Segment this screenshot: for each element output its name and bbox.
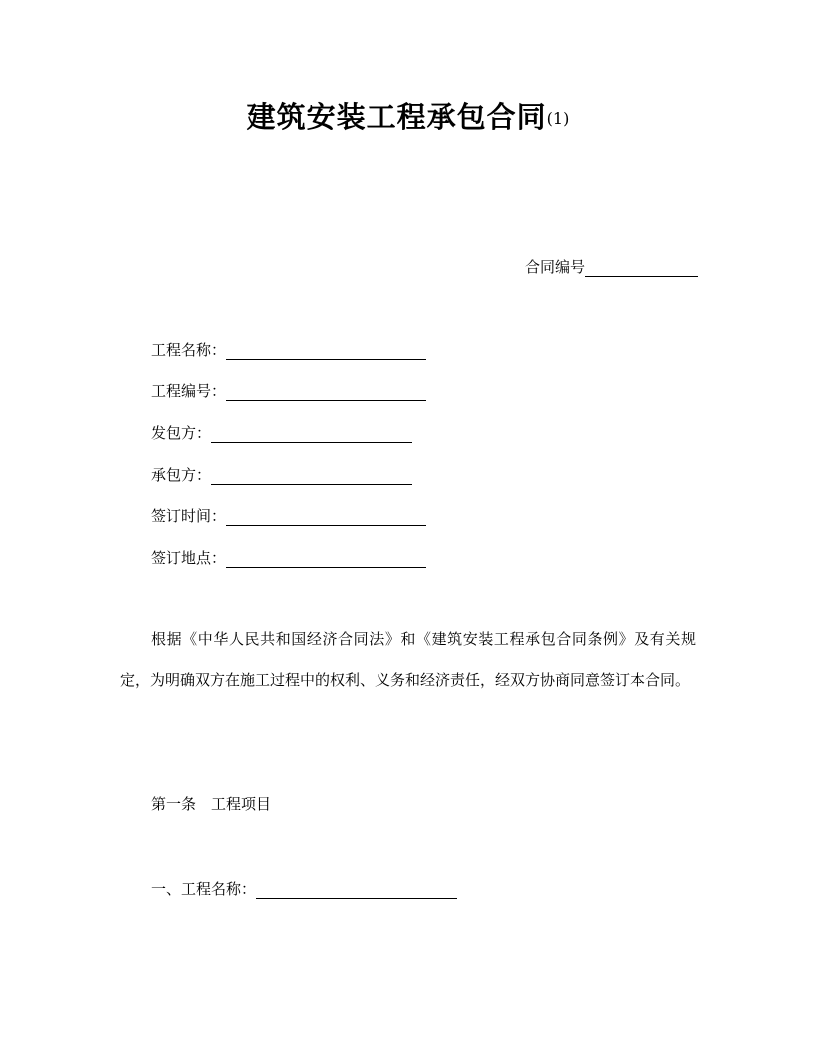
field-label: 承包方：: [151, 466, 212, 484]
field-blank: [226, 342, 426, 360]
field-label: 工程名称：: [151, 341, 227, 359]
title-text: 建筑安装工程承包合同: [246, 100, 547, 134]
field-label: 工程编号：: [151, 382, 227, 400]
item-blank: [256, 881, 457, 899]
field-blank: [211, 467, 412, 485]
field-contractor: [151, 465, 412, 485]
field-blank: [211, 425, 412, 443]
contract-number-label: 合同编号: [524, 258, 585, 276]
item-label: 一、工程名称：: [151, 880, 257, 898]
field-signing-place: [151, 548, 426, 568]
item-1-project-name: [151, 879, 457, 899]
field-blank: [226, 550, 426, 568]
document-title: [0, 98, 816, 138]
contract-number-line: [525, 257, 698, 277]
field-employer: [151, 423, 412, 443]
field-label: 签订地点：: [151, 549, 227, 567]
field-signing-time: [151, 506, 426, 526]
article-number: 第一条: [151, 795, 197, 813]
article-title: 工程项目: [211, 795, 272, 813]
contract-number-blank: [585, 259, 698, 277]
title-suffix: (1): [546, 109, 570, 128]
article-1-heading: [151, 794, 271, 814]
field-blank: [226, 383, 426, 401]
field-project-name: [151, 340, 426, 360]
field-label: 签订时间：: [151, 507, 227, 525]
field-blank: [226, 508, 426, 526]
field-label: 发包方：: [151, 424, 212, 442]
preamble-paragraph: 根据《中华人民共和国经济合同法》和《建筑安装工程承包合同条例》及有关规定，为明确双方在施工过程中的权利、义务和经济责任，经双方协商同意签订本合同。: [120, 630, 696, 689]
field-project-number: [151, 381, 426, 401]
